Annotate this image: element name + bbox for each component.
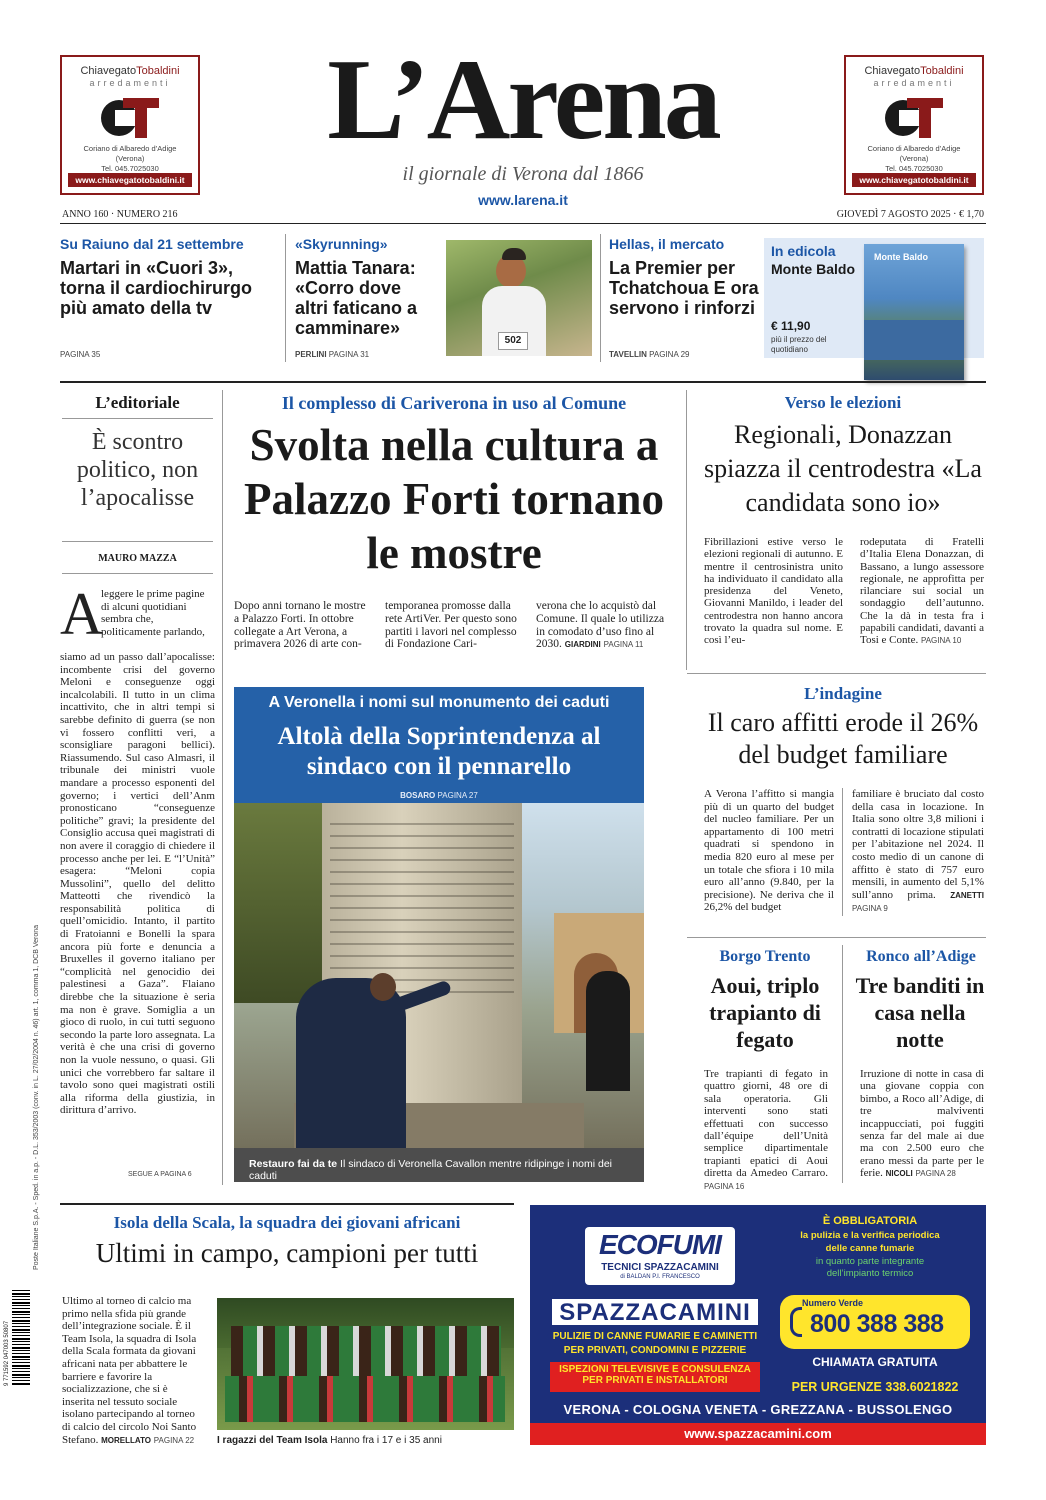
ad-brand-a: Chiavegato <box>864 65 921 77</box>
editoriale-title[interactable]: È scontro politico, non l’apocalisse <box>76 429 199 511</box>
veronella-kicker: A Veronella i nomi sul monumento dei caduti <box>268 694 610 711</box>
teaser-headline: Mattia Tanara: «Corro dove altri faticano a camminare» <box>295 258 418 338</box>
veronella-headline: Altolà della Soprintendenza al sindaco con il pennarello <box>277 723 601 780</box>
edicola-price: € 11,90 <box>771 319 811 333</box>
ct-logo-icon <box>99 96 161 140</box>
ad-title: SPAZZACAMINI <box>550 1297 760 1327</box>
indagine-author: ZANETTI <box>950 890 984 900</box>
ad-obbl4: in quanto parte integrante <box>815 1256 925 1267</box>
main-col1: Dopo anni tornano le mostre a Palazzo Forti. In ottobre collegate a Art Verona, a primavera 2026 di arte con- <box>234 600 366 651</box>
indagine-headline[interactable]: Il caro affitti erode il 26% del budget familiare <box>707 708 979 769</box>
borgo-body-text: Tre trapianti di fegato in quattro giorni, 48 ore di sala operatoria. Gli interventi sono stati effettuati con successo dall’équipe dell’Unità semplice dipartimentale trapianti epatici di Aoui diretta da Amedeo Carraro. <box>704 1068 828 1180</box>
masthead-title[interactable]: L’Arena <box>327 36 719 164</box>
ronco-body-text: Irruzione di notte in casa di una giovane coppia con bimbo, a Roco all’Adige, di tre malviventi incappucciati, poi fuggiti senza far del male ai due ma con 2.500 euro che erano messi da parte per le ferie. <box>860 1068 984 1180</box>
teaser-author: TAVELLIN <box>609 350 647 359</box>
isola-kicker: Isola della Scala, la squadra dei giovani africani <box>113 1213 461 1232</box>
teaser-headline: La Premier per Tchatchoua E ora servono i rinforzi <box>609 258 759 318</box>
ronco-page: PAGINA 28 <box>915 1169 956 1179</box>
ad-brand-a: Chiavegato <box>80 65 137 77</box>
veronella-box[interactable] <box>234 687 644 1182</box>
indagine-page: PAGINA 9 <box>852 904 888 914</box>
teaser-page: PAGINA 31 <box>328 350 370 359</box>
ad-brand-b: Tobaldini <box>136 65 180 77</box>
ad-brand-b: Tobaldini <box>920 65 964 77</box>
ad-obbl5: dell’impianto termico <box>826 1268 914 1279</box>
borgo-headline[interactable]: Aoui, triplo trapianto di fegato <box>709 973 821 1052</box>
ronco-body <box>860 1068 984 1181</box>
left-ad-chiavegato[interactable] <box>60 55 200 195</box>
ronco-kicker: Ronco all’Adige <box>866 948 976 965</box>
veronella-caption-bold: Restauro fai da te <box>249 1158 338 1170</box>
phone-icon <box>790 1307 802 1337</box>
isola-caption-bold: I ragazzi del Team Isola <box>217 1435 328 1446</box>
ad-numero-label: Numero Verde <box>802 1298 864 1308</box>
issue-number: ANNO 160 · NUMERO 216 <box>62 209 178 220</box>
teaser-page: PAGINA 35 <box>60 350 101 359</box>
ad-web[interactable]: www.chiavegatotobaldini.it <box>852 173 976 187</box>
teaser-kicker: «Skyrunning» <box>295 236 388 252</box>
teaser-headline: Martari in «Cuori 3», torna il cardiochirurgo più amato della tv <box>60 258 253 318</box>
teaser-cuori[interactable] <box>60 236 275 318</box>
barcode-num: 9 771592 047003 50807 <box>4 1320 10 1386</box>
ad-obbl3: delle canne fumarie <box>825 1243 915 1254</box>
runner-photo: 502 <box>446 240 592 356</box>
side-legal: Poste Italiane S.p.A. - Sped. in a.p. - D.L. 353/2003 (conv. in L. 27/02/2004 n. 46) art. 1, comma 1, DCB Verona <box>33 924 40 1270</box>
main-col3-text: verona che lo acquistò dal Comune. Il quale lo utilizza in comodato d’uso fino al 2030. <box>536 600 665 651</box>
ad-box1: ISPEZIONI TELEVISIVE E CONSULENZA <box>559 1364 751 1375</box>
teaser-skyrunning[interactable] <box>295 236 435 338</box>
veronella-caption: Il sindaco di Veronella Cavallon mentre ridipinge i nomi dei caduti <box>249 1158 613 1182</box>
teaser-kicker: Su Raiuno dal 21 settembre <box>60 236 244 252</box>
elezioni-col2 <box>860 536 984 648</box>
ad-web-link[interactable]: www.spazzacamini.com <box>530 1423 986 1445</box>
borgo-page: PAGINA 16 <box>704 1181 745 1191</box>
side-legal-wrap <box>33 924 41 1500</box>
ad-addr1: Coriano di Albaredo d’Adige <box>867 144 961 153</box>
ad-box2: PER PRIVATI E INSTALLATORI <box>582 1375 728 1386</box>
indagine-col1: A Verona l’affitto si mangia più di un quarto del budget del nucleo familiare. Per un appartamento di 100 metri quadrati si spendono in media 820 euro al mese per un totale che sfiora i 10 mila euro all’anno (9.840, per la precisione). Ne deriva che il 26,2% del budget <box>704 788 834 914</box>
main-page: PAGINA 11 <box>603 640 644 650</box>
ct-logo-icon <box>883 96 945 140</box>
isola-body <box>62 1295 202 1447</box>
borgo-body <box>704 1068 828 1193</box>
ecofumi-logo-sub: TECNICI SPAZZACAMINI <box>601 1262 719 1273</box>
ad-phone-box[interactable] <box>780 1295 970 1349</box>
editoriale-author: MAURO MAZZA <box>98 553 177 564</box>
ad-obbl2: la pulizia e la verifica periodica <box>800 1230 940 1241</box>
elezioni-headline[interactable]: Regionali, Donazzan spiazza il centrodestra «La candidata sono io» <box>704 420 982 517</box>
main-kicker: Il complesso di Cariverona in uso al Comune <box>281 393 627 413</box>
edicola-note: più il prezzo del quotidiano <box>771 335 827 354</box>
barcode-icon <box>12 1290 30 1385</box>
ronco-author: NICOLI <box>885 1169 913 1179</box>
ad-gratuita: CHIAMATA GRATUITA <box>812 1355 938 1369</box>
right-ad-chiavegato[interactable] <box>844 55 984 195</box>
ecofumi-logo-sub2: di BALDAN P.I. FRANCESCO <box>620 1274 700 1280</box>
book-title: Monte Baldo <box>874 252 928 262</box>
editoriale-lead: leggere le prime pagine di alcuni quotidiani sembra che, politicamente parlando, <box>101 588 205 638</box>
ad-sub: arredamenti <box>89 78 171 88</box>
editoriale-dropcap: A <box>60 581 104 647</box>
elezioni-page: PAGINA 10 <box>920 636 962 646</box>
teaser-kicker: Hellas, il mercato <box>609 236 725 252</box>
ad-cities: VERONA - COLOGNA VENETA - GREZZANA - BUSSOLENGO <box>563 1402 953 1417</box>
masthead-subtitle: il giornale di Verona dal 1866 <box>402 163 644 185</box>
isola-headline[interactable]: Ultimi in campo, campioni per tutti <box>95 1238 479 1268</box>
ad-urgenze: PER URGENZE 338.6021822 <box>791 1380 959 1394</box>
edicola-label1: In edicola <box>771 243 836 259</box>
editoriale-body: siamo ad un passo dall’apocalisse: incombente crisi del governo Meloni e conseguenze oggi incalcolabili. Il tutto in un clima incattivito, che in altri tempi si sarebbe definito di guerra (se non vi fossero conflitti veri, a sconsigliare paragoni bellici). Riassumendo. Sul caso Almasri, il tribunale dei ministri vuole mandare a processo esponenti del governo; i vertici dell’Anm pronosticano “conseguenze politiche” gravi; la presidente del Consiglio accusa quei magistrati di non avere il coraggio di chiedere il processo anche per lei. E “l’Unità” esagera: “Meloni copia Mussolini”, quello del delitto Matteotti che rivendicò la responsabilità politica di quell’omicidio. Intanto, il partito di Fratoianni e Bonelli la spara ancora più forte e denuncia a Bruxelles il governo italiano per “complicità nel genocidio dei palestinesi a Gaza”. Flaiano direbbe che la situazione è seria ma non è grave. Somiglia a un gioco di ruolo, in cui tutti seguono secondo la parte loro assegnata. La verità è che una crisi di governo non la vuole nessuno, o quasi. Gli unici che vorrebbero far saltare il tavolo sono quei magistrati ostili alla riforma della giustizia, in dirittura d’arrivo. <box>60 651 215 1117</box>
team-isola-photo <box>217 1298 514 1430</box>
teaser-author: PERLINI <box>295 350 327 359</box>
ad-tel: Tel. 045.7025030 <box>101 164 159 173</box>
ad-addr2: (Verona) <box>115 154 145 163</box>
isola-body-text: Ultimo al torneo di calcio ma primo nella sfida più grande dell’integrazione sociale. È il Team Isola, la squadra di Isola della Scala formata da giovani africani nata per abbattere le barriere e favorire la socializzazione, che si è inserita nel tessuto sociale isolano partecipando al torneo di calcio del circolo Noi Santo Stefano. <box>62 1295 197 1446</box>
editoriale-follow[interactable]: SEGUE A PAGINA 6 <box>128 1171 192 1178</box>
masthead-url[interactable]: www.larena.it <box>478 192 568 208</box>
ad-obbl1: È OBBLIGATORIA <box>822 1215 918 1227</box>
borgo-kicker: Borgo Trento <box>719 948 811 965</box>
main-col3 <box>536 600 674 652</box>
isola-caption: Hanno fra i 17 e i 35 anni <box>330 1435 442 1446</box>
monument-photo <box>234 803 644 1148</box>
indagine-kicker: L’indagine <box>804 684 882 703</box>
ad-addr2: (Verona) <box>899 154 929 163</box>
indagine-col2 <box>852 788 984 916</box>
veronella-author: BOSARO <box>400 791 436 800</box>
monte-baldo-book-cover <box>864 244 964 380</box>
ad-inspection-box <box>550 1362 760 1392</box>
ad-line2: PER PRIVATI, CONDOMINI E PIZZERIE <box>563 1345 747 1356</box>
edicola-box[interactable] <box>764 238 984 358</box>
teaser-page: PAGINA 29 <box>649 350 690 359</box>
ecofumi-logo <box>585 1227 735 1285</box>
ad-tel: Tel. 045.7025030 <box>885 164 943 173</box>
ad-web[interactable]: www.chiavegatotobaldini.it <box>68 173 192 187</box>
veronella-page: PAGINA 27 <box>437 791 478 800</box>
ronco-headline[interactable]: Tre banditi in casa nella notte <box>855 973 985 1052</box>
barcode-num-wrap <box>4 1320 12 1486</box>
main-headline[interactable]: Svolta nella cultura a Palazzo Forti tornano le mostre <box>244 420 664 578</box>
ad-addr1: Coriano di Albaredo d’Adige <box>83 144 177 153</box>
main-col2: temporanea promosse dalla rete ArtiVer. Per questo sono partiti i lavori nel complesso di Fondazione Cari- <box>385 600 517 651</box>
elezioni-kicker: Verso le elezioni <box>784 393 902 412</box>
edicola-label2: Monte Baldo <box>771 261 855 277</box>
ecofumi-ad[interactable] <box>530 1205 986 1445</box>
teaser-hellas[interactable] <box>609 236 759 318</box>
indagine-col2-text: familiare è bruciato dal costo della casa in locazione. In Italia sono oltre 3,8 milioni i contratti di locazione stipulati per l’abitazione nel 2024. Il costo medio di un canone di affitto è stato di 757 euro mensili, in aumento del 5,1% sull’anno prima. <box>852 788 984 901</box>
issue-date-price: GIOVEDÌ 7 AGOSTO 2025 · € 1,70 <box>836 209 984 220</box>
ad-sub: arredamenti <box>873 78 955 88</box>
elezioni-col2-text: rodeputata di Fratelli d’Italia Elena Donazzan, di Bassano, a lungo assessore regionale, ne approfitta per rilanciare sui social un sondaggio dell’autunno. Che la dà in testa fra i papabili candidati, davanti a Tosi e Conte. <box>860 536 985 647</box>
isola-author: MORELLATO <box>101 1435 152 1445</box>
main-author: GIARDINI <box>564 640 601 650</box>
editoriale-label: L’editoriale <box>95 393 180 412</box>
elezioni-col1: Fibrillazioni estive verso le elezioni regionali di autunno. E mentre il centrosinistra unito ha individuato il candidato alla presidenza del Veneto, Giovanni Manildo, i leader del centrodestra non hanno ancora trovato la quadra sul nome. E così l’eu- <box>704 536 843 647</box>
ad-line1: PULIZIE DI CANNE FUMARIE E CAMINETTI <box>552 1331 758 1342</box>
isola-page: PAGINA 22 <box>153 1435 195 1445</box>
ecofumi-logo-text: ECOFUMI <box>598 1229 722 1260</box>
ad-numero: 800 388 388 <box>810 1310 944 1338</box>
